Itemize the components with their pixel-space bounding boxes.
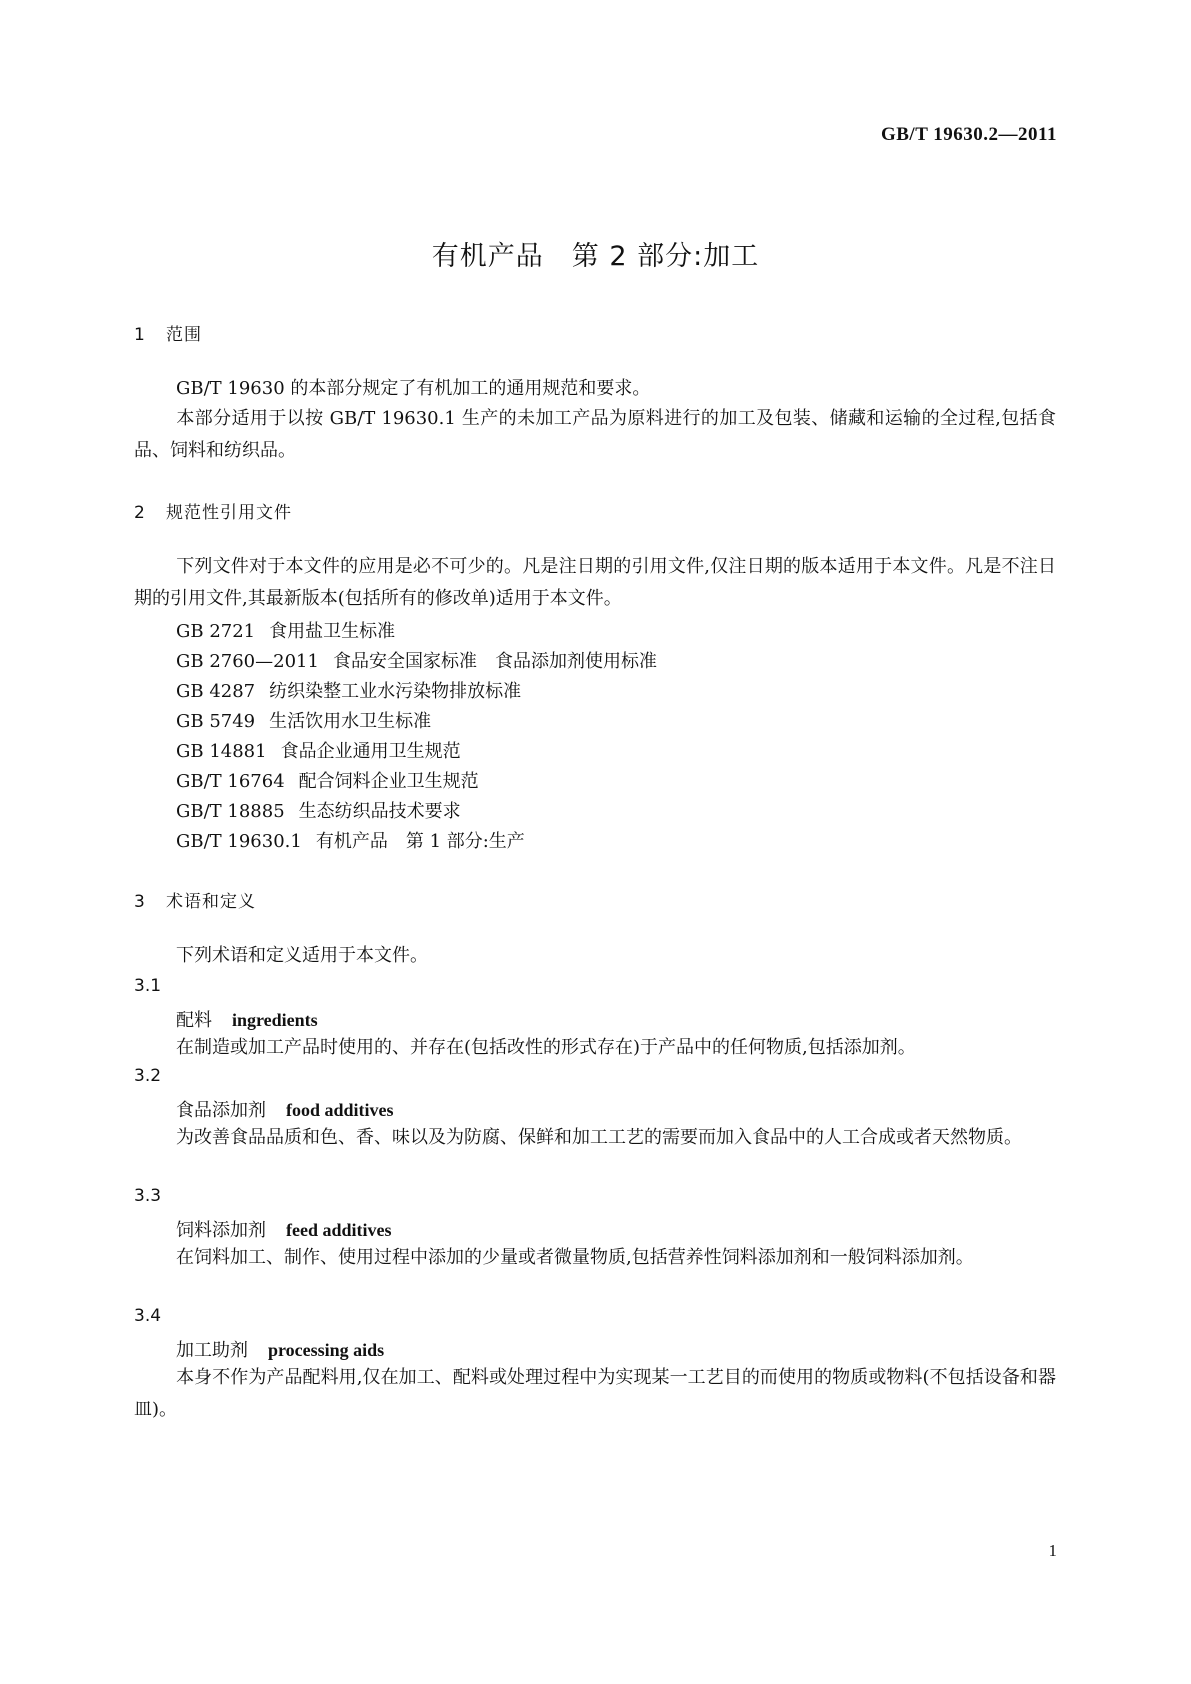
section-title: 规范性引用文件 [166,503,292,523]
reference-item [176,617,395,643]
term-zh: 加工助剂 [176,1340,248,1361]
reference-item [176,647,657,673]
reference-code: GB 2721 [176,621,256,642]
reference-title: 生活饮用水卫生标准 [269,711,432,732]
term-title [176,1006,318,1032]
term-number: 3.3 [134,1186,162,1206]
section-number: 2 [134,503,146,523]
term-en: food additives [286,1100,394,1120]
reference-code: GB/T 19630.1 [176,831,302,852]
term-en: ingredients [232,1010,318,1030]
reference-item [176,827,525,853]
standard-code: GB/T 19630.2—2011 [880,124,1057,145]
reference-item [176,767,479,793]
section-heading-terms-definitions [134,887,256,912]
reference-title: 食品安全国家标准 食品添加剂使用标准 [332,651,657,672]
reference-code: GB/T 18885 [176,801,285,822]
term-number: 3.1 [134,976,162,996]
reference-title: 配合饲料企业卫生规范 [298,771,479,792]
section-heading-scope [134,320,202,345]
reference-title: 食用盐卫生标准 [269,621,396,642]
paragraph-text: 下列文件对于本文件的应用是必不可少的。凡是注日期的引用文件,仅注日期的版本适用于本文件。凡是不注日期的引用文件,其最新版本(包括所有的修改单)适用于本文件。 [134,556,1056,609]
paragraph [134,551,1056,615]
term-title [176,1216,392,1242]
section-number: 3 [134,892,146,912]
term-definition [134,1122,1056,1154]
reference-title: 生态纺织品技术要求 [298,801,461,822]
term-en: feed additives [286,1220,392,1240]
term-zh: 饲料添加剂 [176,1220,266,1241]
document-title: 有机产品 第 2 部分:加工 [431,241,760,272]
section-number: 1 [134,325,146,345]
term-title [176,1096,394,1122]
term-title [176,1336,384,1362]
reference-title: 食品企业通用卫生规范 [280,741,461,762]
reference-item [176,737,461,763]
term-number: 3.2 [134,1066,162,1086]
reference-title: 纺织染整工业水污染物排放标准 [269,681,522,702]
term-definition [134,1242,1056,1274]
paragraph-text: 本部分适用于以按 GB/T 19630.1 生产的未加工产品为原料进行的加工及包装、储藏和运输的全过程,包括食品、饲料和纺织品。 [134,408,1056,461]
term-zh: 配料 [176,1010,212,1031]
definition-text: 本身不作为产品配料用,仅在加工、配料或处理过程中为实现某一工艺目的而使用的物质或物料(不包括设备和器皿)。 [134,1367,1056,1420]
reference-title: 有机产品 第 1 部分:生产 [315,831,525,852]
section-title: 术语和定义 [166,892,256,912]
definition-text: 为改善食品品质和色、香、味以及为防腐、保鲜和加工工艺的需要而加入食品中的人工合成或者天然物质。 [176,1127,1022,1148]
term-zh: 食品添加剂 [176,1100,266,1121]
reference-item [176,677,521,703]
reference-code: GB 14881 [176,741,267,762]
definition-text: 在制造或加工产品时使用的、并存在(包括改性的形式存在)于产品中的任何物质,包括添加剂。 [176,1037,916,1058]
term-en: processing aids [268,1340,385,1360]
reference-code: GB 2760—2011 [176,651,319,672]
term-definition [134,1032,1056,1064]
paragraph [134,940,1056,972]
reference-item [176,707,431,733]
reference-item [176,797,461,823]
section-title: 范围 [166,325,202,345]
term-number: 3.4 [134,1306,162,1326]
paragraph-text: 下列术语和定义适用于本文件。 [176,945,428,966]
reference-code: GB 4287 [176,681,256,702]
page-number: 1 [1048,1541,1057,1560]
reference-code: GB/T 16764 [176,771,285,792]
paragraph-text: GB/T 19630 的本部分规定了有机加工的通用规范和要求。 [176,378,651,399]
section-heading-normative-references [134,498,292,523]
paragraph [134,373,1056,405]
definition-text: 在饲料加工、制作、使用过程中添加的少量或者微量物质,包括营养性饲料添加剂和一般饲料添加剂。 [176,1247,974,1268]
reference-code: GB 5749 [176,711,256,732]
term-definition [134,1362,1056,1426]
paragraph [134,403,1056,467]
